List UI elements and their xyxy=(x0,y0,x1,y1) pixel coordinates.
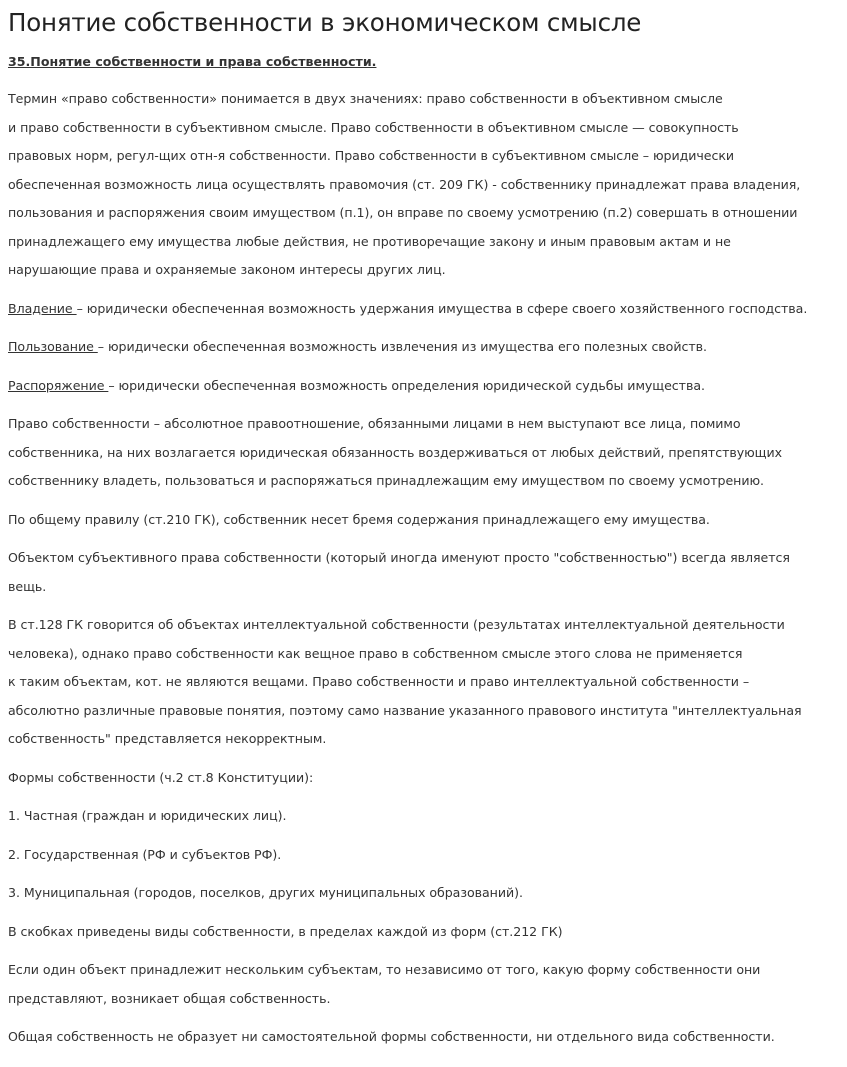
paragraph-line: Общая собственность не образует ни самостоятельной формы собственности, ни отдельного вида собственности. xyxy=(8,1029,775,1044)
paragraph-line: собственнику владеть, пользоваться и распоряжаться принадлежащим ему имуществом по своему усмотрению. xyxy=(8,473,764,488)
definition-line xyxy=(8,372,839,401)
paragraph-line: принадлежащего ему имущества любые действия, не противоречащие закону и иным правовым актам и не xyxy=(8,233,731,249)
definition-term: Пользование xyxy=(8,339,98,354)
section-heading: 35.Понятие собственности и права собственности. xyxy=(8,54,377,69)
paragraph-line: и право собственности в субъективном смысле. Право собственности в объективном смысле — совокупность xyxy=(8,119,739,135)
paragraph xyxy=(8,918,839,947)
definition-term: Владение xyxy=(8,300,77,316)
paragraph xyxy=(8,879,839,908)
paragraph-line: Если один объект принадлежит нескольким субъектам, то независимо от того, какую форму собственности они xyxy=(8,962,761,977)
definition-line xyxy=(8,295,839,324)
paragraph-line: представляют, возникает общая собственность. xyxy=(8,990,331,1006)
paragraph xyxy=(8,956,839,1013)
paragraph-line: вещь. xyxy=(8,578,47,594)
paragraph-line: 2. Государственная (РФ и субъектов РФ). xyxy=(8,846,282,862)
paragraph xyxy=(8,1023,839,1052)
paragraph-line: правовых норм, регул-щих отн-я собственности. Право собственности в субъективном смысле – юридически xyxy=(8,148,735,163)
paragraph-line: нарушающие права и охраняемые законом интересы других лиц. xyxy=(8,262,446,277)
paragraph-line: пользования и распоряжения своим имуществом (п.1), он вправе по своему усмотрению (п.2) совершать в отношении xyxy=(8,205,798,220)
paragraph-line: Объектом субъективного права собственности (который иногда именуют просто "собственностью") всегда является xyxy=(8,550,790,565)
paragraph-line: В скобках приведены виды собственности, в пределах каждой из форм (ст.212 ГК) xyxy=(8,923,563,939)
definition-line xyxy=(8,333,839,362)
paragraph xyxy=(8,372,839,401)
paragraph xyxy=(8,506,839,535)
paragraph-line: В ст.128 ГК говорится об объектах интеллектуальной собственности (результатах интеллектуальной деятельности xyxy=(8,617,785,632)
paragraph-line: обеспеченная возможность лица осуществлять правомочия (ст. 209 ГК) - собственнику принадлежат права владения, xyxy=(8,176,801,192)
definition-text: – юридически обеспеченная возможность удержания имущества в сфере своего хозяйственного господства. xyxy=(76,300,808,316)
paragraph-line: собственность" представляется некорректным. xyxy=(8,731,327,746)
paragraph xyxy=(8,85,839,285)
paragraph-line: Формы собственности (ч.2 ст.8 Конституции): xyxy=(8,769,314,785)
definition-text: – юридически обеспеченная возможность определения юридической судьбы имущества. xyxy=(108,377,705,393)
definition-text: – юридически обеспеченная возможность извлечения из имущества его полезных свойств. xyxy=(97,339,707,354)
paragraph-line: 1. Частная (граждан и юридических лиц). xyxy=(8,808,287,823)
paragraph-line: 3. Муниципальная (городов, поселков, других муниципальных образований). xyxy=(8,885,523,900)
paragraph-line: собственника, на них возлагается юридическая обязанность воздерживаться от любых действий, препятствующих xyxy=(8,444,783,460)
document-body xyxy=(8,85,839,1052)
paragraph-line: абсолютно различные правовые понятия, поэтому само название указанного правового института "интеллектуальная xyxy=(8,702,802,718)
paragraph-line: человека), однако право собственности как вещное право в собственном смысле этого слова не применяется xyxy=(8,645,743,661)
paragraph xyxy=(8,802,839,831)
paragraph xyxy=(8,611,839,754)
paragraph-line: По общему правилу (ст.210 ГК), собственник несет бремя содержания принадлежащего ему имущества. xyxy=(8,511,710,527)
paragraph xyxy=(8,764,839,793)
paragraph-line: к таким объектам, кот. не являются вещами. Право собственности и право интеллектуальной собственности – xyxy=(8,674,750,689)
paragraph-line: Право собственности – абсолютное правоотношение, обязанными лицами в нем выступают все лица, помимо xyxy=(8,416,741,431)
definition-term: Распоряжение xyxy=(8,377,109,393)
paragraph xyxy=(8,841,839,870)
paragraph xyxy=(8,295,839,324)
page-title: Понятие собственности в экономическом смысле xyxy=(8,8,642,37)
paragraph xyxy=(8,333,839,362)
paragraph-line: Термин «право собственности» понимается в двух значениях: право собственности в объективном смысле xyxy=(8,91,723,106)
paragraph xyxy=(8,410,839,496)
paragraph xyxy=(8,544,839,601)
